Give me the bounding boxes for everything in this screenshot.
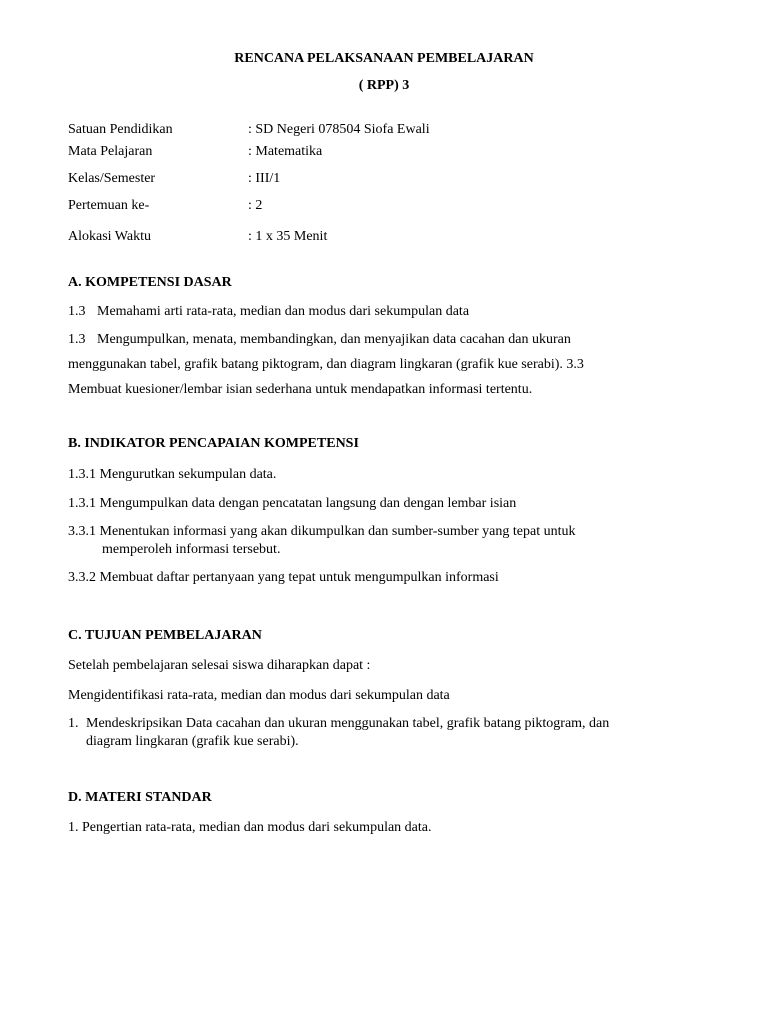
section-b-item1: 1.3.1 Mengurutkan sekumpulan data. [68,467,277,482]
section-d-heading: D. MATERI STANDAR [68,790,212,805]
document-subtitle: ( RPP) 3 [358,78,410,93]
section-b-item4: 3.3.2 Membuat daftar pertanyaan yang tepat untuk mengumpulkan informasi [68,570,499,585]
section-a-item1-text: Memahami arti rata-rata, median dan modus dari sekumpulan data [97,304,470,319]
section-b-item3-line2: memperoleh informasi tersebut. [102,542,281,557]
identity-label-time: Alokasi Waktu [68,229,151,244]
identity-label-class: Kelas/Semester [68,171,156,186]
identity-value-school: : SD Negeri 078504 Siofa Ewali [248,122,430,137]
document-title: RENCANA PELAKSANAAN PEMBELAJARAN [234,51,534,66]
identity-value-time: : 1 x 35 Menit [248,229,328,244]
identity-value-meeting: : 2 [248,198,263,213]
section-c-goal2-line2: diagram lingkaran (grafik kue serabi). [86,734,299,749]
section-c-goal1: Mengidentifikasi rata-rata, median dan modus dari sekumpulan data [68,688,450,703]
section-b-item2: 1.3.1 Mengumpulkan data dengan pencatatan langsung dan dengan lembar isian [68,496,517,511]
identity-value-subject: : Matematika [248,144,323,159]
section-a-item2-number: 1.3 [68,332,86,347]
identity-label-subject: Mata Pelajaran [68,144,153,159]
section-b-item3-line1: 3.3.1 Menentukan informasi yang akan dikumpulkan dan sumber-sumber yang tepat untuk [68,524,576,539]
section-c-goal2-line1: Mendeskripsikan Data cacahan dan ukuran menggunakan tabel, grafik batang piktogram, dan [86,716,610,731]
section-c-intro: Setelah pembelajaran selesai siswa diharapkan dapat : [68,658,371,673]
identity-value-class: : III/1 [248,171,281,186]
identity-label-meeting: Pertemuan ke- [68,198,150,213]
section-d-item1: 1. Pengertian rata-rata, median dan modus dari sekumpulan data. [68,820,432,835]
section-a-item2-line2: menggunakan tabel, grafik batang piktogram, dan diagram lingkaran (grafik kue serabi). 3.3 [68,357,584,372]
section-a-item1-number: 1.3 [68,304,86,319]
section-a-item2-line1: Mengumpulkan, menata, membandingkan, dan menyajikan data cacahan dan ukuran [97,332,571,347]
identity-label-school: Satuan Pendidikan [68,122,173,137]
section-a-heading: A. KOMPETENSI DASAR [68,275,232,290]
section-b-heading: B. INDIKATOR PENCAPAIAN KOMPETENSI [68,436,359,451]
section-a-item2-line3: Membuat kuesioner/lembar isian sederhana untuk mendapatkan informasi tertentu. [68,382,533,397]
section-c-goal2-number: 1. [68,716,79,731]
section-c-heading: C. TUJUAN PEMBELAJARAN [68,628,262,643]
